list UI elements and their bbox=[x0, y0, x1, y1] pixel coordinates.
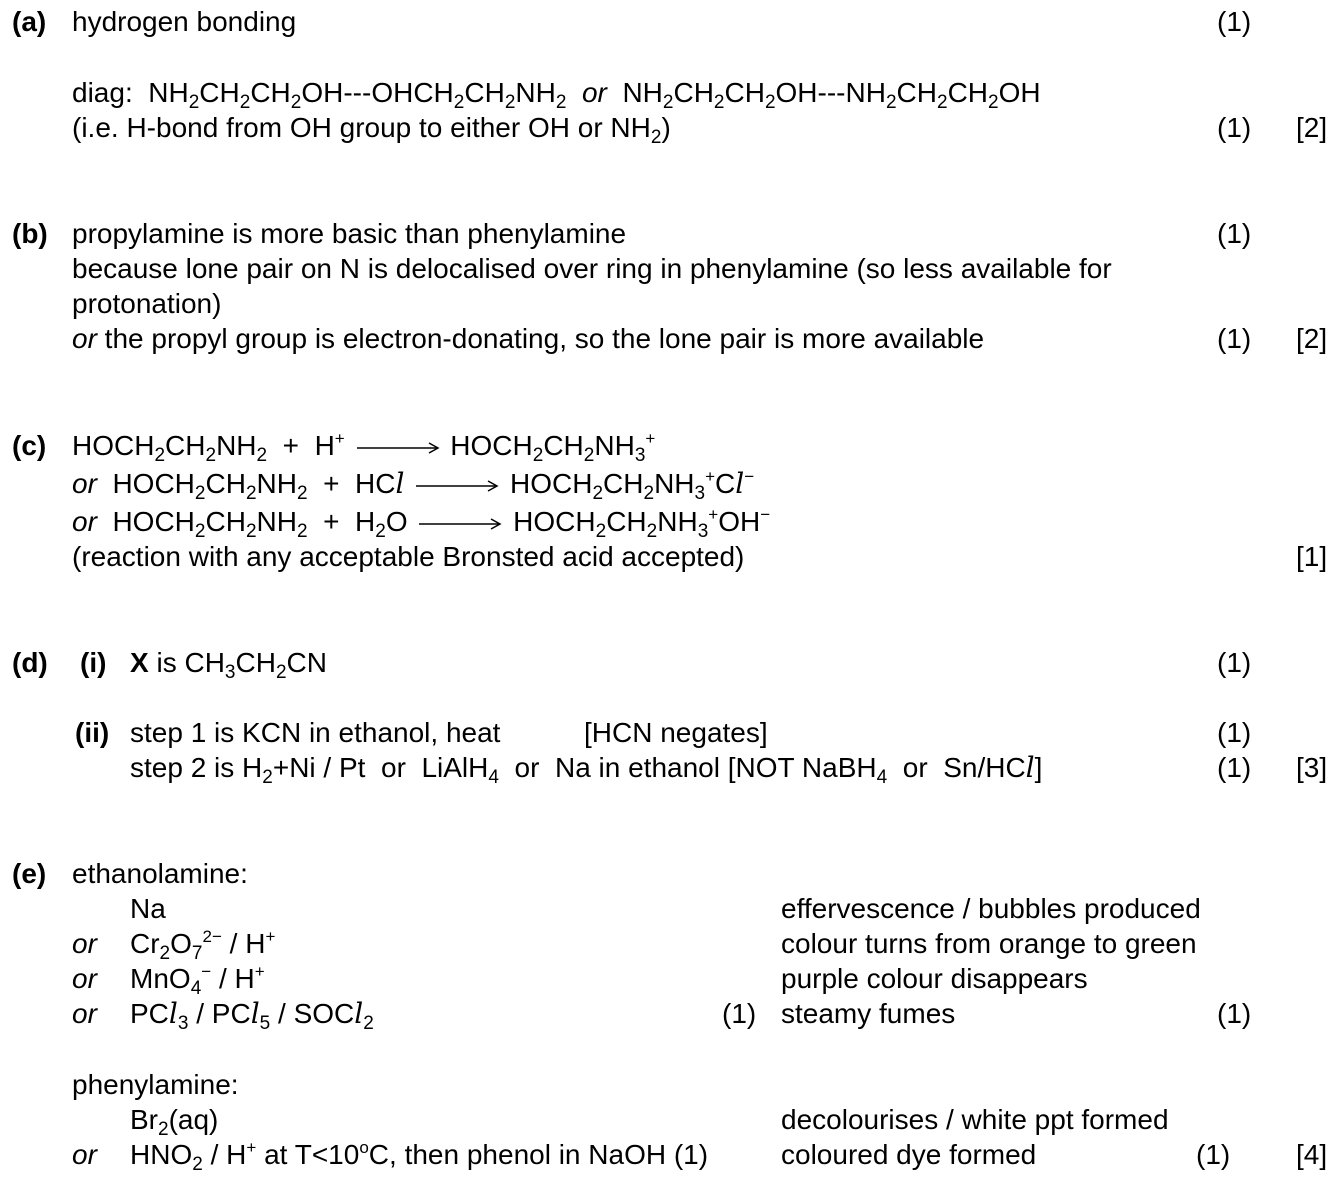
part-d-ii-step-1-mark: (1) bbox=[1217, 717, 1252, 748]
part-a-label: (a) bbox=[12, 6, 47, 37]
part-a-mark-1: (1) bbox=[1217, 6, 1252, 37]
part-b-line-3: protonation) bbox=[72, 288, 222, 319]
phen-reagent-1: $Br_2(aq)$ bbox=[130, 1104, 219, 1140]
part-d-ii-step-2-mark: (1) bbox=[1217, 752, 1252, 783]
eth-mark-left: (1) bbox=[722, 998, 757, 1029]
part-a-answer: hydrogen bonding bbox=[72, 6, 297, 37]
part-c-equation-2: or $HOCH_2CH_2NH_2$ + HCl $HOCH_2CH_2NH_3^+Cl^-$ bbox=[72, 467, 755, 504]
reaction-arrow-icon bbox=[415, 514, 505, 534]
part-a-total: [2] bbox=[1296, 112, 1328, 143]
part-d-total: [3] bbox=[1296, 752, 1328, 783]
part-d-i-answer: X is $CH_3CH_2CN$ bbox=[130, 647, 327, 683]
part-d-i-text: is CH bbox=[148, 647, 225, 678]
part-d-i-mark: (1) bbox=[1217, 647, 1252, 678]
diag-prefix: diag: bbox=[72, 77, 133, 108]
part-a-diagram-line: diag: $NH_2CH_2CH_2OH---OHCH_2CH_2NH_2$ or $NH_2CH_2CH_2OH---NH_2CH_2CH_2OH$ bbox=[72, 77, 1041, 113]
part-d-i-label: (i) bbox=[80, 647, 107, 678]
part-c-note: (reaction with any acceptable Bronsted acid accepted) bbox=[72, 541, 745, 572]
phen-observation-1: decolourises / white ppt formed bbox=[781, 1104, 1169, 1135]
part-a-note-close: ) bbox=[661, 112, 671, 143]
or-word: or bbox=[72, 468, 97, 499]
eth-observation-2: colour turns from orange to green bbox=[781, 928, 1197, 959]
phenylamine-heading: phenylamine: bbox=[72, 1069, 239, 1100]
part-c-total: [1] bbox=[1296, 541, 1328, 572]
part-e-total: [4] bbox=[1296, 1139, 1328, 1170]
eth-observation-3: purple colour disappears bbox=[781, 963, 1088, 994]
eth-observation-4: steamy fumes bbox=[781, 998, 956, 1029]
part-b-line-1: propylamine is more basic than phenylamine bbox=[72, 218, 627, 249]
part-d-ii-step-2: step 2 is $H_2+Ni / Pt$ or LiAlH$_4$ or Na in ethanol [NOT NaBH$_4$ or Sn/HCl] bbox=[130, 751, 1043, 788]
part-b-line-4-text: the propyl group is electron-donating, so the lone pair is more available bbox=[96, 323, 985, 354]
part-d-ii-step-1-note: [HCN negates] bbox=[584, 717, 768, 748]
phen-mark-right: (1) bbox=[1196, 1139, 1231, 1170]
part-c-label: (c) bbox=[12, 430, 47, 461]
eth-observation-1: effervescence / bubbles produced bbox=[781, 893, 1201, 924]
part-b-mark-2: (1) bbox=[1217, 323, 1252, 354]
part-a-mark-2: (1) bbox=[1217, 112, 1252, 143]
part-a-note: (i.e. H-bond from OH group to either OH or $NH_2$) bbox=[72, 112, 671, 148]
eth-reagent-1: Na bbox=[130, 893, 166, 924]
part-b-label: (b) bbox=[12, 218, 48, 249]
or-word: or bbox=[72, 506, 97, 537]
or-word: or bbox=[72, 963, 97, 994]
eth-mark-right: (1) bbox=[1217, 998, 1252, 1029]
part-b-mark-1: (1) bbox=[1217, 218, 1252, 249]
eth-reagent-4: PCl$_3$ / PCl$_5$ / SOCl$_2$ bbox=[130, 997, 374, 1034]
ethanolamine-heading: ethanolamine: bbox=[72, 858, 248, 889]
reaction-arrow-icon bbox=[353, 438, 443, 458]
or-word: or bbox=[72, 998, 97, 1029]
phen-observation-2: coloured dye formed bbox=[781, 1139, 1037, 1170]
part-b-line-4 bbox=[72, 322, 984, 356]
part-a-note-text: (i.e. H-bond from OH group to either OH or NH bbox=[72, 112, 651, 143]
part-b-line-2: because lone pair on N is delocalised over ring in phenylamine (so less available for bbox=[72, 253, 1112, 284]
part-e-label: (e) bbox=[12, 858, 47, 889]
part-d-label: (d) bbox=[12, 647, 48, 678]
eth-reagent-2: $Cr_2O_7^{2-} / H^+$ bbox=[130, 927, 276, 964]
phen-reagent-2: $HNO_2 / H^+$ at $T<10^oC$, then phenol in NaOH (1) bbox=[130, 1138, 709, 1175]
reaction-arrow-icon bbox=[412, 476, 502, 496]
part-c-equation-3: or $HOCH_2CH_2NH_2 + H_2O$ $HOCH_2CH_2NH_3^+OH^-$ bbox=[72, 505, 771, 542]
or-word: or bbox=[72, 1139, 97, 1170]
part-c-equation-1: $HOCH_2CH_2NH_2 + H^+$ $HOCH_2CH_2NH_3^+$ bbox=[72, 429, 656, 466]
eth-reagent-3: MnO$_4$− / H+ bbox=[130, 962, 265, 999]
part-b-total: [2] bbox=[1296, 323, 1328, 354]
part-d-ii-label: (ii) bbox=[75, 717, 110, 748]
or-word: or bbox=[581, 77, 607, 108]
or-word: or bbox=[72, 928, 97, 959]
or-word: or bbox=[72, 323, 97, 354]
compound-x: X bbox=[130, 647, 149, 678]
part-d-ii-step-1: step 1 is KCN in ethanol, heat bbox=[130, 717, 501, 748]
